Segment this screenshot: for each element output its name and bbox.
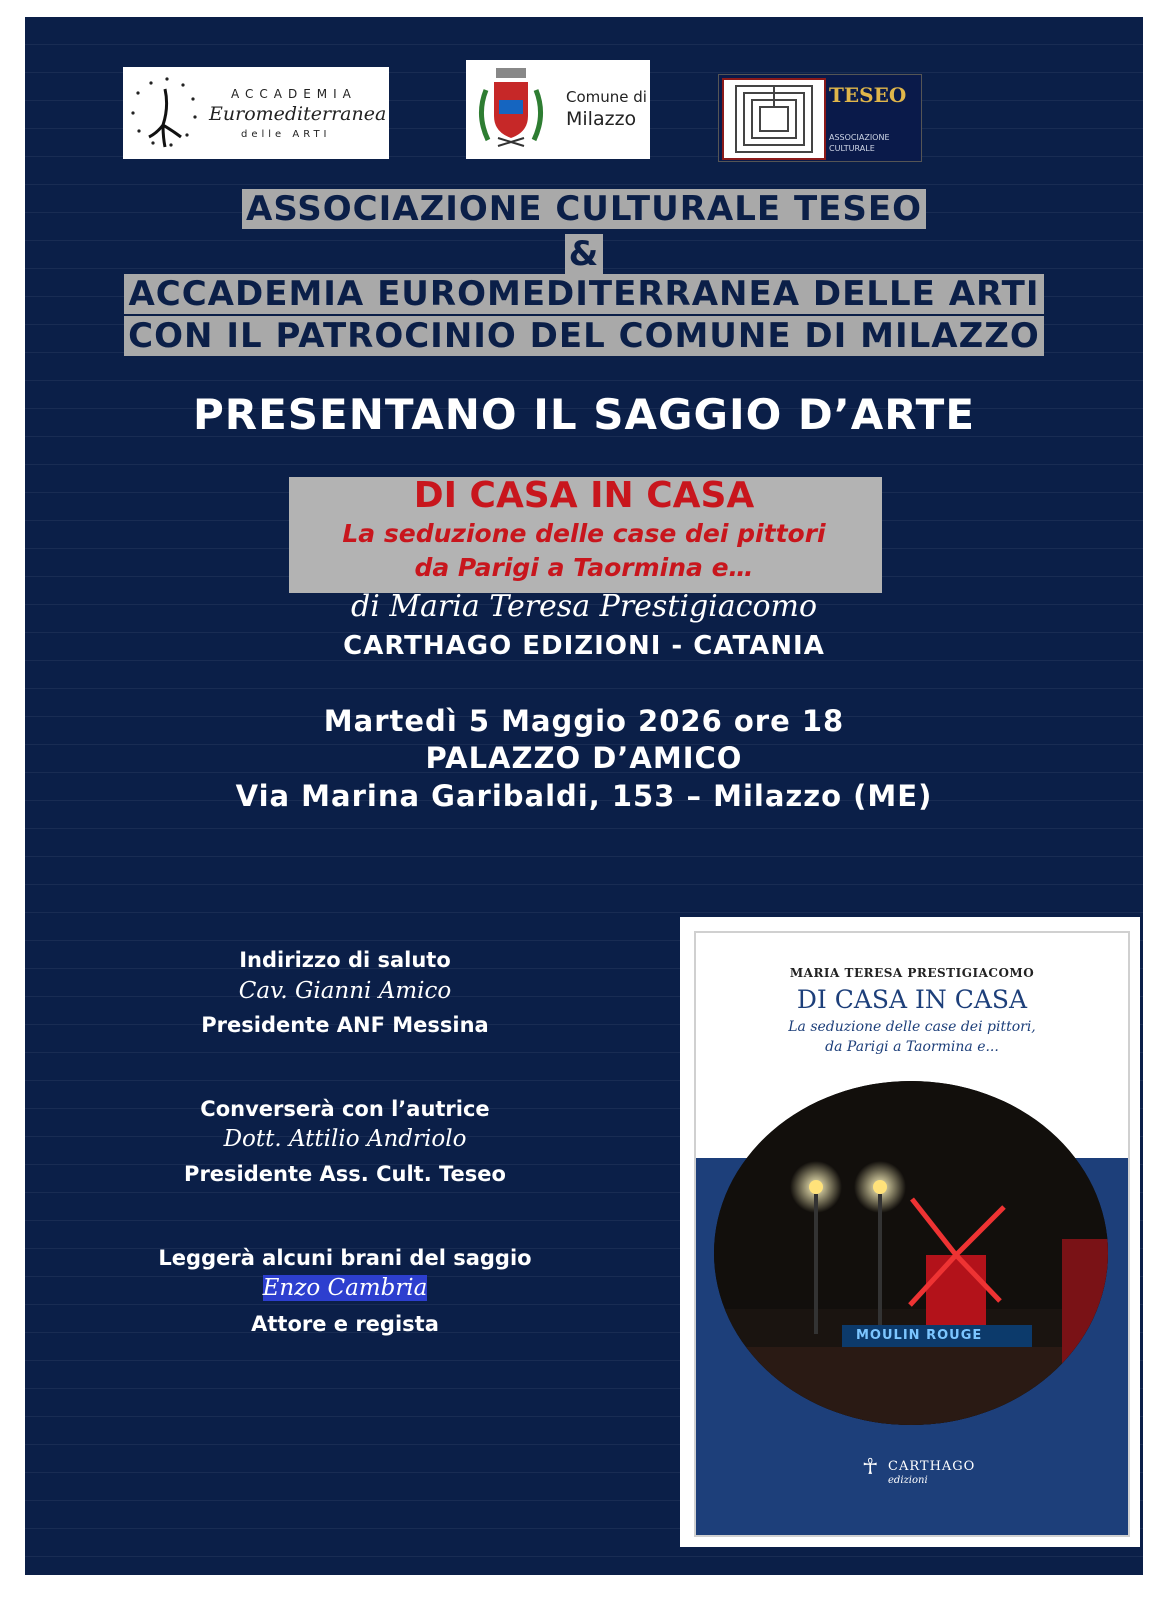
event-date: Martedì 5 Maggio 2026 ore 18 [323, 704, 845, 738]
logo-teseo [718, 74, 922, 162]
program-1-title: Presidente ANF Messina [201, 1013, 489, 1037]
header-line-1: ASSOCIAZIONE CULTURALE TESEO [242, 189, 926, 229]
cover-title: DI CASA IN CASA [796, 985, 1028, 1014]
logo-accademia [123, 67, 389, 159]
program-2-title: Presidente Ass. Cult. Teseo [184, 1162, 506, 1186]
program-3-name: Enzo Cambria [262, 1275, 428, 1301]
cover-publisher-sub: edizioni [888, 1475, 928, 1486]
event-venue: PALAZZO D’AMICO [425, 741, 743, 775]
book-publisher: CARTHAGO EDIZIONI - CATANIA [343, 631, 825, 661]
program-3-role: Leggerà alcuni brani del saggio [158, 1246, 532, 1270]
teseo-sub2: CULTURALE [829, 144, 875, 153]
accademia-line1: ACCADEMIA [231, 87, 357, 101]
labyrinth-icon [722, 78, 826, 160]
cover-publisher: CARTHAGO [888, 1459, 976, 1474]
book-author: di Maria Teresa Prestigiacomo [350, 589, 818, 624]
presentano-heading: PRESENTANO IL SAGGIO D’ARTE [192, 390, 976, 439]
comune-line1: Comune di [566, 88, 647, 106]
header-ampersand: & [565, 234, 604, 274]
comune-line2: Milazzo [566, 108, 637, 130]
book-subtitle-2: da Parigi a Taormina e… [414, 553, 754, 582]
book-cover-frame [680, 917, 1140, 1547]
cover-subtitle-2: da Parigi a Taormina e... [825, 1039, 999, 1055]
carthago-logo-icon: ☥ [862, 1455, 879, 1480]
accademia-line2: Euromediterranea [209, 103, 387, 125]
cover-subtitle-1: La seduzione delle case dei pittori, [788, 1019, 1036, 1035]
accademia-line3: delle ARTI [241, 129, 331, 140]
teseo-name: TESEO [829, 83, 907, 107]
header-line-3: CON IL PATROCINIO DEL COMUNE DI MILAZZO [124, 316, 1044, 356]
teseo-sub1: ASSOCIAZIONE [829, 133, 890, 142]
cover-photo-sign: MOULIN ROUGE [856, 1328, 983, 1343]
book-cover [694, 931, 1130, 1537]
program-3-title: Attore e regista [251, 1312, 439, 1336]
book-title: DI CASA IN CASA [413, 475, 755, 516]
cover-author: MARIA TERESA PRESTIGIACOMO [789, 966, 1035, 980]
program-1-role: Indirizzo di saluto [239, 948, 451, 972]
milazzo-crest-icon [466, 60, 556, 159]
poster [25, 17, 1143, 1575]
moulin-rouge-photo [712, 1079, 1110, 1427]
program-2-name: Dott. Attilio Andriolo [223, 1126, 467, 1152]
logo-comune-milazzo [466, 60, 650, 159]
event-address: Via Marina Garibaldi, 153 – Milazzo (ME) [235, 779, 933, 813]
program-1-name: Cav. Gianni Amico [238, 978, 452, 1004]
program-2-role: Converserà con l’autrice [200, 1097, 490, 1121]
book-subtitle-1: La seduzione delle case dei pittori [342, 519, 826, 548]
header-line-2: ACCADEMIA EUROMEDITERRANEA DELLE ARTI [124, 274, 1043, 314]
